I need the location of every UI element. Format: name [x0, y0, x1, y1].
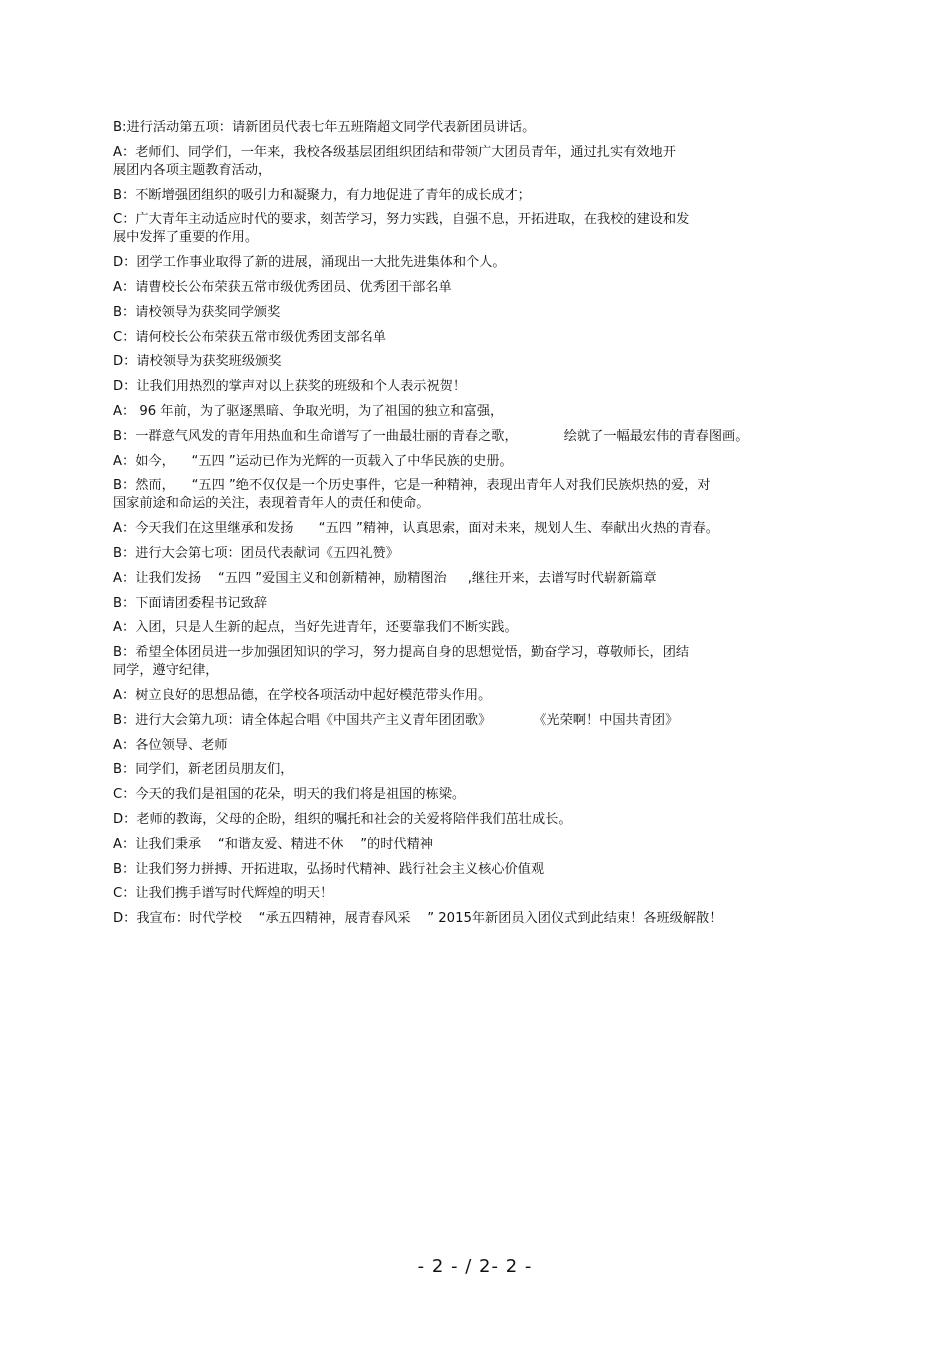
text-line: B：进行大会第九项：请全体起合唱《中国共产主义青年团团歌》 《光荣啊！中国共青团》 — [113, 712, 679, 728]
text-line: B：下面请团委程书记致辞 — [113, 595, 268, 611]
text-line: 展团内各项主题教育活动， — [113, 162, 272, 178]
text-line: C：让我们携手谱写时代辉煌的明天！ — [113, 886, 334, 902]
text-line: C：请何校长公布荣获五常市级优秀团支部名单 — [113, 329, 386, 345]
text-line: B：不断增强团组织的吸引力和凝聚力，有力地促进了青年的成长成才； — [113, 187, 531, 203]
text-line: D：让我们用热烈的掌声对以上获奖的班级和个人表示祝贺！ — [113, 379, 467, 395]
text-line: A：树立良好的思想品德，在学校各项活动中起好模范带头作用。 — [113, 687, 492, 703]
document-body — [113, 119, 833, 935]
text-line: A：请曹校长公布荣获五常市级优秀团员、优秀团干部名单 — [113, 279, 452, 295]
text-line: D：我宣布：时代学校 “承五四精神，展青春风采 ” 2015年新团员入团仪式到此结束！各班级解散！ — [113, 911, 723, 927]
text-line: C：广大青年主动适应时代的要求，刻苦学习，努力实践，自强不息，开拓进取，在我校的建设和发 — [113, 212, 690, 228]
text-line: B：让我们努力拼搏、开拓进取，弘扬时代精神、践行社会主义核心价值观 — [113, 861, 545, 877]
text-line: D：请校领导为获奖班级颁奖 — [113, 354, 282, 370]
text-line: A：入团，只是人生新的起点，当好先进青年，还要靠我们不断实践。 — [113, 620, 518, 636]
text-line: 同学，遵守纪律， — [113, 663, 219, 679]
text-line: B：请校领导为获奖同学颁奖 — [113, 304, 281, 320]
text-line: A：如今， “五四 ”运动已作为光辉的一页载入了中华民族的史册。 — [113, 453, 513, 469]
text-line: B：同学们，新老团员朋友们， — [113, 762, 294, 778]
text-line: A：让我们发扬 “五四 ”爱国主义和创新精神，励精图治 ,继往开来，去谱写时代崭新篇章 — [113, 570, 657, 586]
text-line: A：让我们秉承 “和谐友爱、精进不休 ”的时代精神 — [113, 836, 433, 852]
text-line: A：今天我们在这里继承和发扬 “五四 ”精神，认真思索，面对未来，规划人生、奉献出火热的青春。 — [113, 521, 719, 537]
text-line: D：老师的教诲，父母的企盼，组织的嘱托和社会的关爱将陪伴我们茁壮成长。 — [113, 811, 572, 827]
text-line: C：今天的我们是祖国的花朵，明天的我们将是祖国的栋梁。 — [113, 787, 466, 803]
text-line: B：希望全体团员进一步加强团知识的学习，努力提高自身的思想觉悟，勤奋学习，尊敬师长，团结 — [113, 645, 690, 661]
text-line: 国家前途和命运的关注，表现着青年人的责任和使命。 — [113, 496, 430, 512]
text-line: A： 96 年前，为了驱逐黑暗、争取光明，为了祖国的独立和富强， — [113, 403, 504, 419]
text-line: A：各位领导、老师 — [113, 737, 228, 753]
text-line: B：进行大会第七项：团员代表献词《五四礼赞》 — [113, 545, 399, 561]
page-number-footer: - 2 - / 2- 2 - — [417, 1256, 533, 1277]
text-line: B:进行活动第五项：请新团员代表七年五班隋超文同学代表新团员讲话。 — [113, 120, 536, 135]
text-line: A：老师们、同学们，一年来，我校各级基层团组织团结和带领广大团员青年，通过扎实有效地开 — [113, 144, 676, 160]
text-line: B：一群意气风发的青年用热血和生命谱写了一曲最壮丽的青春之歌， 绘就了一幅最宏伟的青春图画。 — [113, 428, 749, 444]
text-line: B：然而， “五四 ”绝不仅仅是一个历史事件，它是一种精神，表现出青年人对我们民族炽热的爱，对 — [113, 478, 711, 494]
text-line: 展中发挥了重要的作用。 — [113, 230, 259, 246]
text-line: D：团学工作事业取得了新的进展，涌现出一大批先进集体和个人。 — [113, 255, 506, 271]
